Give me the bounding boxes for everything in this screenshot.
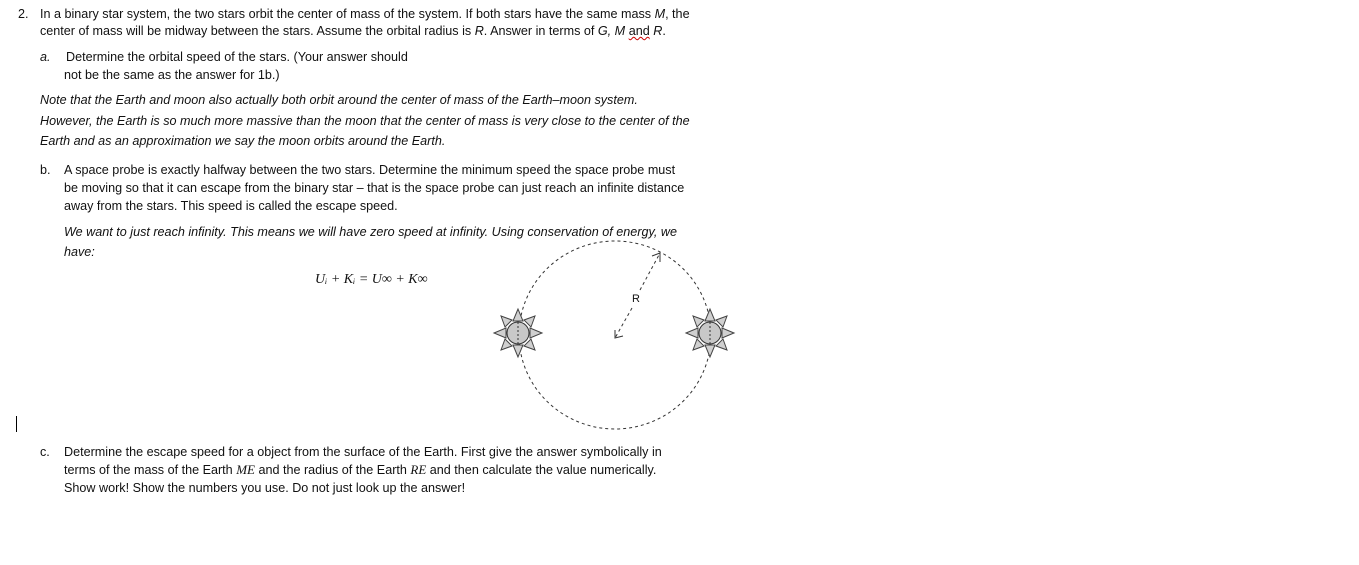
part-c-text-end: and then calculate the value numerically. [426,463,657,477]
intro-text-end: , the [665,7,690,21]
radius-arrow-down [615,308,632,338]
part-c-text-mid: and the radius of the Earth [254,463,411,477]
part-b-line-2: be moving so that it can escape from the binary star – that is the space probe can just reach an infinite distance [64,181,685,195]
note-line-3: Earth and as an approximation we say the moon orbits around the Earth. [40,134,446,148]
part-c-line-2 [64,461,656,479]
var-re: RΕ [410,462,427,477]
part-a-line-2: not be the same as the answer for 1b.) [64,68,280,82]
intro-text-mid: . Answer in terms of [483,24,598,38]
part-a-line-1: Determine the orbital speed of the stars. (Your answer should [66,50,408,64]
radius-arrow-up [640,253,660,290]
intro-text: center of mass will be midway between the stars. Assume the orbital radius is [40,24,475,38]
part-a-label: a. [40,50,51,64]
text-cursor [16,416,17,432]
word-and: and [628,24,650,38]
intro-text: In a binary star system, the two stars orbit the center of mass of the system. If both stars have the same mass [40,7,655,21]
part-c-line-3: Show work! Show the numbers you use. Do not just look up the answer! [64,481,466,495]
part-b-label: b. [40,163,51,177]
problem-number: 2. [18,7,29,21]
part-c-line-1: Determine the escape speed for a object from the surface of the Earth. First give the answer symbolically in [64,445,662,459]
part-b-hint-line-2: have: [64,245,95,259]
var-me: MΕ [236,462,255,477]
part-c-text: terms of the mass of the Earth [64,463,237,477]
intro-period: . [662,24,666,38]
part-b-line-1: A space probe is exactly halfway between the two stars. Determine the minimum speed the space probe must [64,163,676,177]
star-right-icon [686,309,734,357]
part-b-line-3: away from the stars. This speed is called the escape speed. [64,199,398,213]
radius-label: R [632,293,640,305]
energy-equation: Uᵢ + Kᵢ = U∞ + K∞ [315,272,428,287]
note-line-2: However, the Earth is so much more massive than the moon that the center of mass is very close to the center of the [40,114,690,128]
note-line-1: Note that the Earth and moon also actually both orbit around the center of mass of the Earth–moon system. [40,93,638,107]
part-c-label: c. [40,445,50,459]
var-r: R [474,24,484,38]
var-g-m: G, M [597,24,626,38]
star-left-icon [494,309,542,357]
var-r-2: R [653,24,663,38]
var-m: M [654,7,666,21]
part-b-hint-line-1: We want to just reach infinity. This means we will have zero speed at infinity. Using conservation of energy, we [64,225,677,239]
